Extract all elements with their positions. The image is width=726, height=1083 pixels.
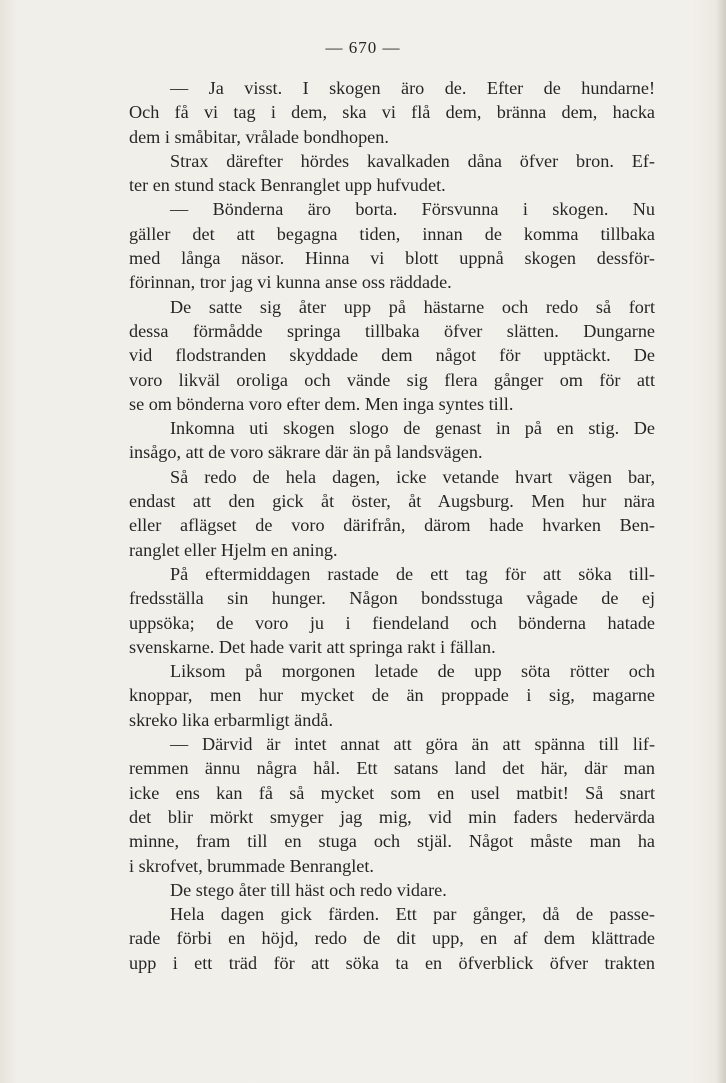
text-line: uppsöka; de voro ju i fiendeland och bönderna hatade (129, 612, 655, 633)
text-line: upp i ett träd för att söka ta en öfverblick öfver trakten (129, 952, 655, 973)
text-line: De satte sig åter upp på hästarne och redo så fort (170, 296, 655, 317)
text-line: endast att den gick åt öster, åt Augsburg. Men hur nära (129, 491, 655, 512)
text-line: rade förbi en höjd, redo de dit upp, en af dem klättrade (129, 928, 655, 949)
text-line: icke ens kan få så mycket som en usel matbit! Så snart (129, 782, 655, 803)
text-line: det blir mörkt smyger jag mig, vid min faders hedervärda (129, 806, 655, 827)
text-line: — Därvid är intet annat att göra än att spänna till lif- (170, 734, 655, 755)
text-line: fredsställa sin hunger. Någon bondsstuga vågade de ej (129, 588, 655, 609)
text-line: minne, fram till en stuga och stjäl. Något måste man ha (129, 831, 655, 852)
text-line: — Bönderna äro borta. Försvunna i skogen. Nu (170, 199, 655, 220)
text-line: remmen ännu några hål. Ett satans land det här, där man (129, 758, 655, 779)
body-text (129, 76, 655, 975)
text-line: Och få vi tag i dem, ska vi flå dem, bränna dem, hacka (129, 102, 655, 123)
text-line: Liksom på morgonen letade de upp söta rötter och (170, 661, 655, 682)
text-line: ranglet eller Hjelm en aning. (129, 539, 338, 560)
text-line: se om bönderna voro efter dem. Men inga syntes till. (129, 393, 514, 414)
text-line: insågo, att de voro säkrare där än på landsvägen. (129, 442, 483, 463)
text-line: Strax därefter hördes kavalkaden dåna öfver bron. Ef- (170, 150, 655, 171)
text-line: voro likväl oroliga och vände sig flera gånger om för att (129, 369, 655, 390)
page-number: — 670 — (325, 38, 401, 57)
text-line: förinnan, tror jag vi kunna anse oss räddade. (129, 272, 452, 293)
text-line: Hela dagen gick färden. Ett par gånger, då de passe- (170, 904, 655, 925)
text-line: ter en stund stack Benranglet upp hufvudet. (129, 175, 446, 196)
text-line: Inkomna uti skogen slogo de genast in på en stig. De (170, 418, 655, 439)
text-line: — Ja visst. I skogen äro de. Efter de hundarne! (170, 78, 655, 98)
text-line: svenskarne. Det hade varit att springa rakt i fällan. (129, 636, 496, 657)
text-line: De stego åter till häst och redo vidare. (170, 879, 447, 900)
text-line: knoppar, men hur mycket de än proppade i sig, magarne (129, 685, 655, 706)
text-line: eller aflägset de voro därifrån, därom hade hvarken Ben- (129, 515, 655, 536)
text-line: dessa förmådde springa tillbaka öfver slätten. Dungarne (129, 320, 655, 341)
text-line: Så redo de hela dagen, icke vetande hvart vägen bar, (170, 466, 655, 487)
text-line: i skrofvet, brummade Benranglet. (129, 855, 374, 876)
text-line: På eftermiddagen rastade de ett tag för att söka till- (170, 563, 655, 584)
text-line: med långa näsor. Hinna vi blott uppnå skogen dessför- (129, 248, 655, 269)
page-edge-shadow (716, 0, 726, 1083)
text-line: gäller det att begagna tiden, innan de komma tillbaka (129, 223, 655, 244)
text-line: dem i småbitar, vrålade bondhopen. (129, 126, 389, 147)
text-line: skreko lika erbarmligt ändå. (129, 709, 334, 730)
text-line: vid flodstranden skyddade dem något för upptäckt. De (129, 345, 655, 366)
